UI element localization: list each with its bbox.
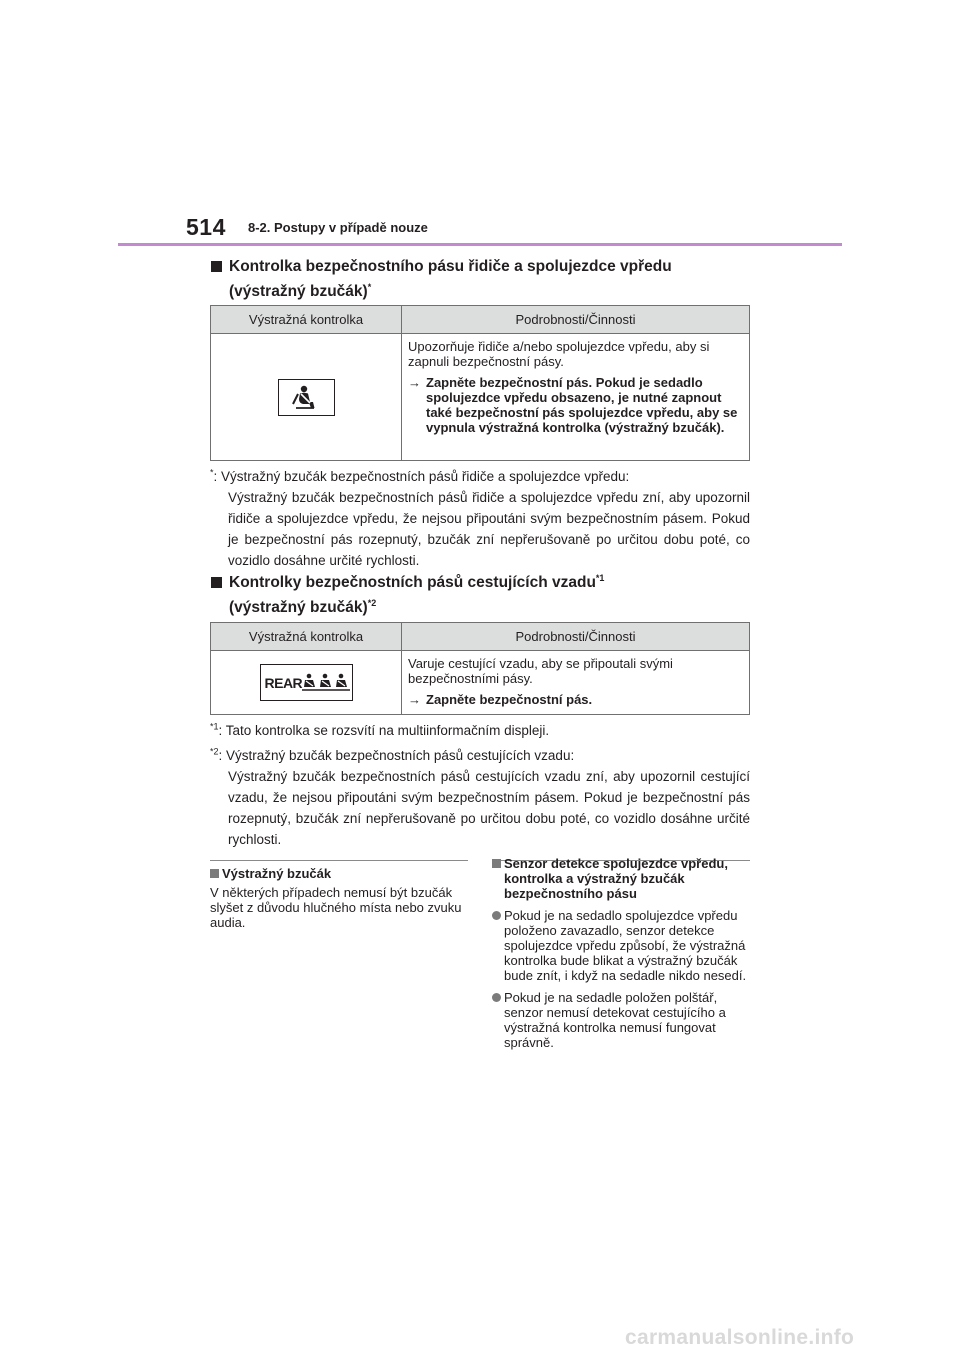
section2-title-line2: (výstražný bzučák) (229, 599, 368, 616)
footnote-rear-2 (210, 745, 750, 850)
left-column-heading: Výstražný bzučák (222, 866, 332, 881)
footnote-front-body: Výstražný bzučák bezpečnostních pásů řidiče a spolujezdce vpředu zní, aby upozornil řidiče a spolujezdce vpředu, že nejsou připoutáni svým bezpečnostním pásem. Pokud je bezpečnostní pás rozepnutý, bzučák zní nepřerušovaně po určitou dobu poté, co vozidlo dosáhne určité rychlosti. (228, 490, 750, 568)
col-header-indicator: Výstražná kontrolka (211, 623, 402, 651)
front-description: Upozorňuje řidiče a/nebo spolujezdce vpředu, aby si zapnuli bezpečnostní pásy. (408, 339, 710, 369)
rear-icon-label: REAR (264, 675, 303, 691)
right-column-heading: Senzor detekce spolujezdce vpředu, kontrolka a výstražný bzučák bezpečnostního pásu (504, 856, 728, 901)
col-header-details: Podrobnosti/Činnosti (402, 623, 750, 651)
rear-seatbelt-warning-icon (260, 664, 353, 701)
warning-table-rear (210, 622, 750, 715)
table-row (211, 651, 750, 715)
header-rule (118, 243, 842, 246)
section2-title-line1: Kontrolky bezpečnostních pásů cestujících vzadu (229, 574, 596, 591)
left-column (210, 866, 468, 930)
footnote-marker: *2 (210, 746, 219, 757)
rear-description: Varuje cestující vzadu, aby se připoutali svými bezpečnostními pásy. (408, 656, 673, 686)
section1-title-line1: Kontrolka bezpečnostního pásu řidiče a spolujezdce vpředu (229, 258, 672, 275)
front-action: Zapněte bezpečnostní pás. Pokud je sedadlo spolujezdce vpředu obsazeno, je nutné zapnout také bezpečnostní pás spolujezdce vpředu, aby se vypnula výstražná kontrolka (výstražný bzučák). (426, 375, 738, 435)
footnote-rear-2-first-line: : Výstražný bzučák bezpečnostních pásů cestujících vzadu: (218, 748, 575, 763)
watermark: carmanualsonline.info (625, 1326, 855, 1349)
col-header-details: Podrobnosti/Činnosti (402, 306, 750, 334)
footnote-rear-1 (210, 720, 750, 741)
right-column (492, 856, 750, 1050)
page-number: 514 (186, 214, 226, 240)
left-column-rule (210, 860, 468, 861)
footnote-rear-2-body: Výstražný bzučák bezpečnostních pásů cestujících vzadu zní, aby upozornil cestující vzadu, že nejsou připoutáni svým bezpečnostním pásem. Pokud je bezpečnostní pás rozepnutý, bzučák zní nepřerušovaně po určitou dobu poté, co vozidlo dosáhne určité rychlosti. (228, 769, 750, 847)
section-title: 8-2. Postupy v případě nouze (248, 220, 428, 235)
page-header (0, 0, 960, 250)
list-item: Pokud je na sedadlo spolujezdce vpředu položeno zavazadlo, senzor detekce spolujezdce vpředu způsobí, že výstražná kontrolka bude blikat a výstražný bzučák bude znít, i když na sedadle nikdo nesedí. (492, 908, 750, 983)
round-bullet-icon (492, 911, 501, 920)
section2-heading (211, 570, 771, 620)
col-header-indicator: Výstražná kontrolka (211, 306, 402, 334)
heading-square-icon (211, 577, 222, 588)
footnote-rear-1-text: : Tato kontrolka se rozsvítí na multiinformačním displeji. (218, 723, 550, 738)
table-row (211, 334, 750, 461)
section1-title-line2: (výstražný bzučák)* (229, 281, 372, 300)
footnote-front (210, 466, 750, 571)
section1-title-sup: * (367, 281, 372, 292)
arrow-icon: → (408, 375, 421, 390)
left-column-text: V některých případech nemusí být bzučák slyšet z důvodu hlučného místa nebo zvuku audia. (210, 885, 462, 930)
section1-heading (211, 254, 771, 304)
warning-table-front (210, 305, 750, 461)
footnote-marker: * (210, 467, 214, 478)
section2-title-sup2: *2 (367, 597, 377, 608)
rear-action: Zapněte bezpečnostní pás. (426, 692, 593, 707)
heading-square-icon (211, 261, 222, 272)
footnote-front-first-line: : Výstražný bzučák bezpečnostních pásů řidiče a spolujezdce vpředu: (213, 469, 630, 484)
round-bullet-icon (492, 993, 501, 1002)
square-bullet-icon (210, 869, 219, 878)
footnote-marker: *1 (210, 721, 219, 732)
square-bullet-icon (492, 859, 501, 868)
section2-title-sup1: *1 (595, 572, 605, 583)
seatbelt-warning-icon (278, 379, 335, 416)
arrow-icon: → (408, 692, 421, 707)
list-item: Pokud je na sedadle položen polštář, senzor nemusí detekovat cestujícího a výstražná kontrolka nemusí fungovat správně. (492, 990, 750, 1050)
